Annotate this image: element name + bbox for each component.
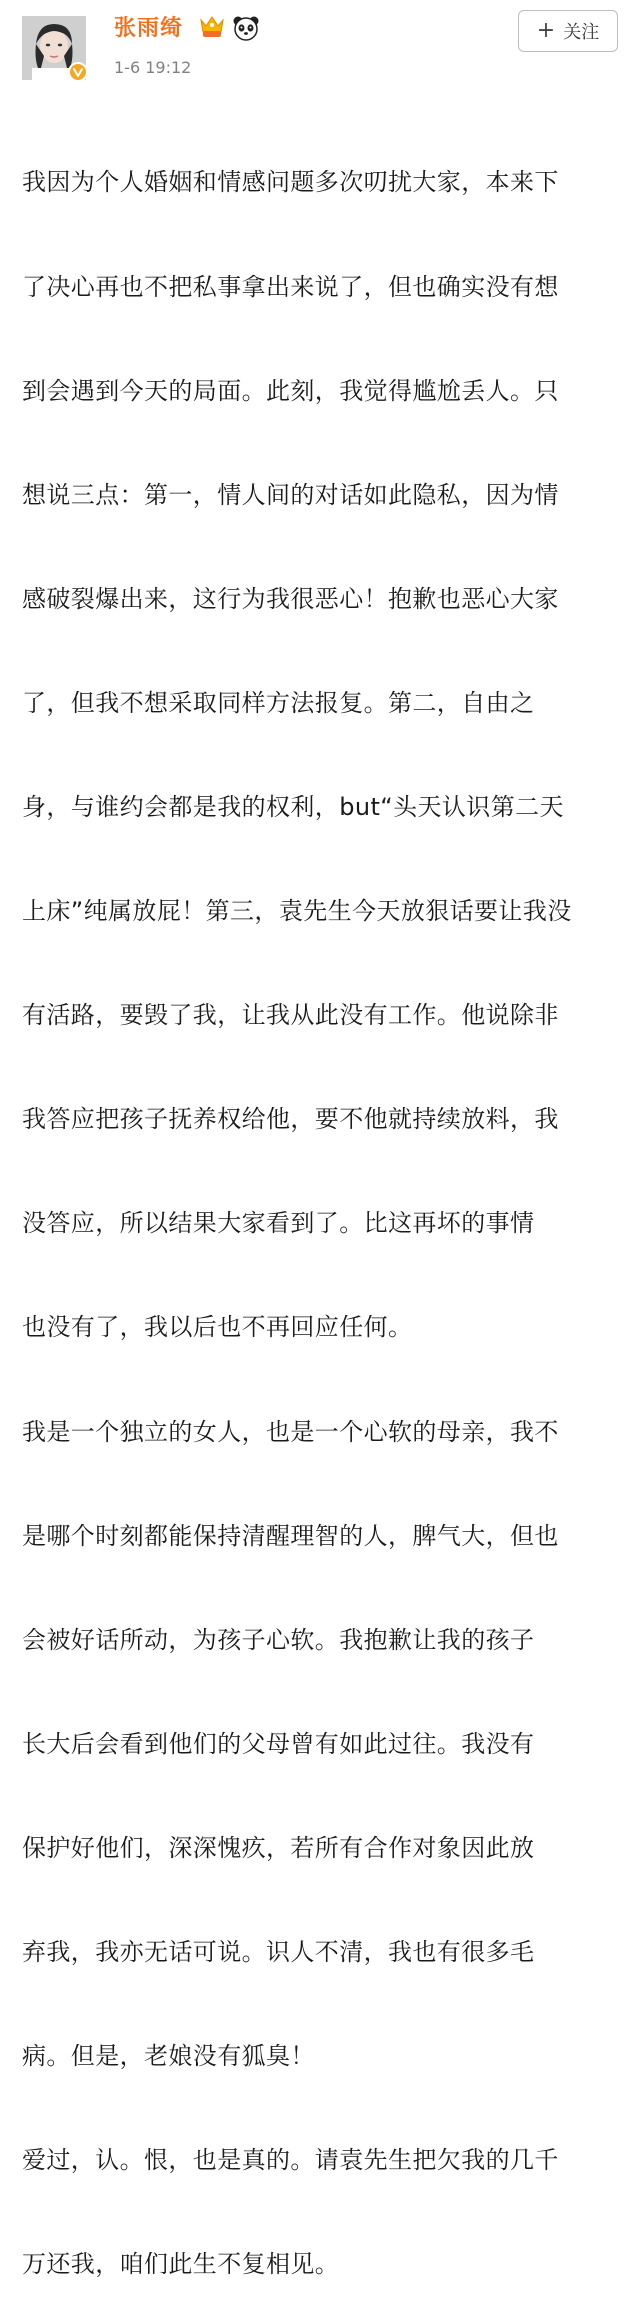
post-line: 万还我，咱们此生不复相见。: [22, 2250, 340, 2279]
post-header: [0, 0, 640, 96]
post-line: 了决心再也不把私事拿出来说了，但也确实没有想: [22, 272, 559, 301]
post-line: 想说三点：第一，情人间的对话如此隐私，因为情: [22, 480, 559, 509]
post-line: 我因为个人婚姻和情感问题多次叨扰大家，本来下: [22, 168, 559, 197]
post-line: 身，与谁约会都是我的权利，but“头天认识第二天: [22, 792, 564, 821]
post-line: 到会遇到今天的局面。此刻，我觉得尴尬丢人。只: [22, 376, 559, 405]
follow-button-label: 关注: [563, 22, 600, 43]
vip-crown-icon[interactable]: [198, 14, 226, 40]
post-line: 没答应，所以结果大家看到了。比这再坏的事情: [22, 1209, 535, 1238]
username[interactable]: 张雨绮: [114, 16, 184, 41]
post-line: 也没有了，我以后也不再回应任何。: [22, 1313, 413, 1342]
follow-button[interactable]: [518, 10, 618, 52]
post-line: 爱过，认。恨，也是真的。请袁先生把欠我的几千: [22, 2146, 559, 2175]
post-line: 是哪个时刻都能保持清醒理智的人，脾气大，但也: [22, 1521, 559, 1550]
post-line: 保护好他们，深深愧疚，若所有合作对象因此放: [22, 1833, 535, 1862]
post-line: 会被好话所动，为孩子心软。我抱歉让我的孩子: [22, 1625, 535, 1654]
panda-icon: [232, 14, 260, 42]
post-line: 感破裂爆出来，这行为我很恶心！抱歉也恶心大家: [22, 584, 559, 613]
plus-icon: +: [536, 18, 556, 43]
verified-badge-icon: [68, 62, 88, 82]
post-text: [22, 96, 622, 2317]
post-line: 上床”纯属放屁！第三，袁先生今天放狠话要让我没: [22, 897, 572, 926]
post-line: 长大后会看到他们的父母曾有如此过往。我没有: [22, 1729, 535, 1758]
avatar-container[interactable]: [22, 16, 86, 80]
post-line: 有活路，要毁了我，让我从此没有工作。他说除非: [22, 1001, 559, 1030]
post-timestamp: 1-6 19:12: [114, 58, 192, 77]
post-line: 了，但我不想采取同样方法报复。第二，自由之: [22, 688, 535, 717]
post-line: 病。但是，老娘没有狐臭！: [22, 2042, 315, 2071]
post-line: 我答应把孩子抚养权给他，要不他就持续放料，我: [22, 1105, 559, 1134]
post-line: 弃我，我亦无话可说。识人不清，我也有很多毛: [22, 1938, 535, 1966]
post-line: 我是一个独立的女人，也是一个心软的母亲，我不: [22, 1417, 559, 1446]
